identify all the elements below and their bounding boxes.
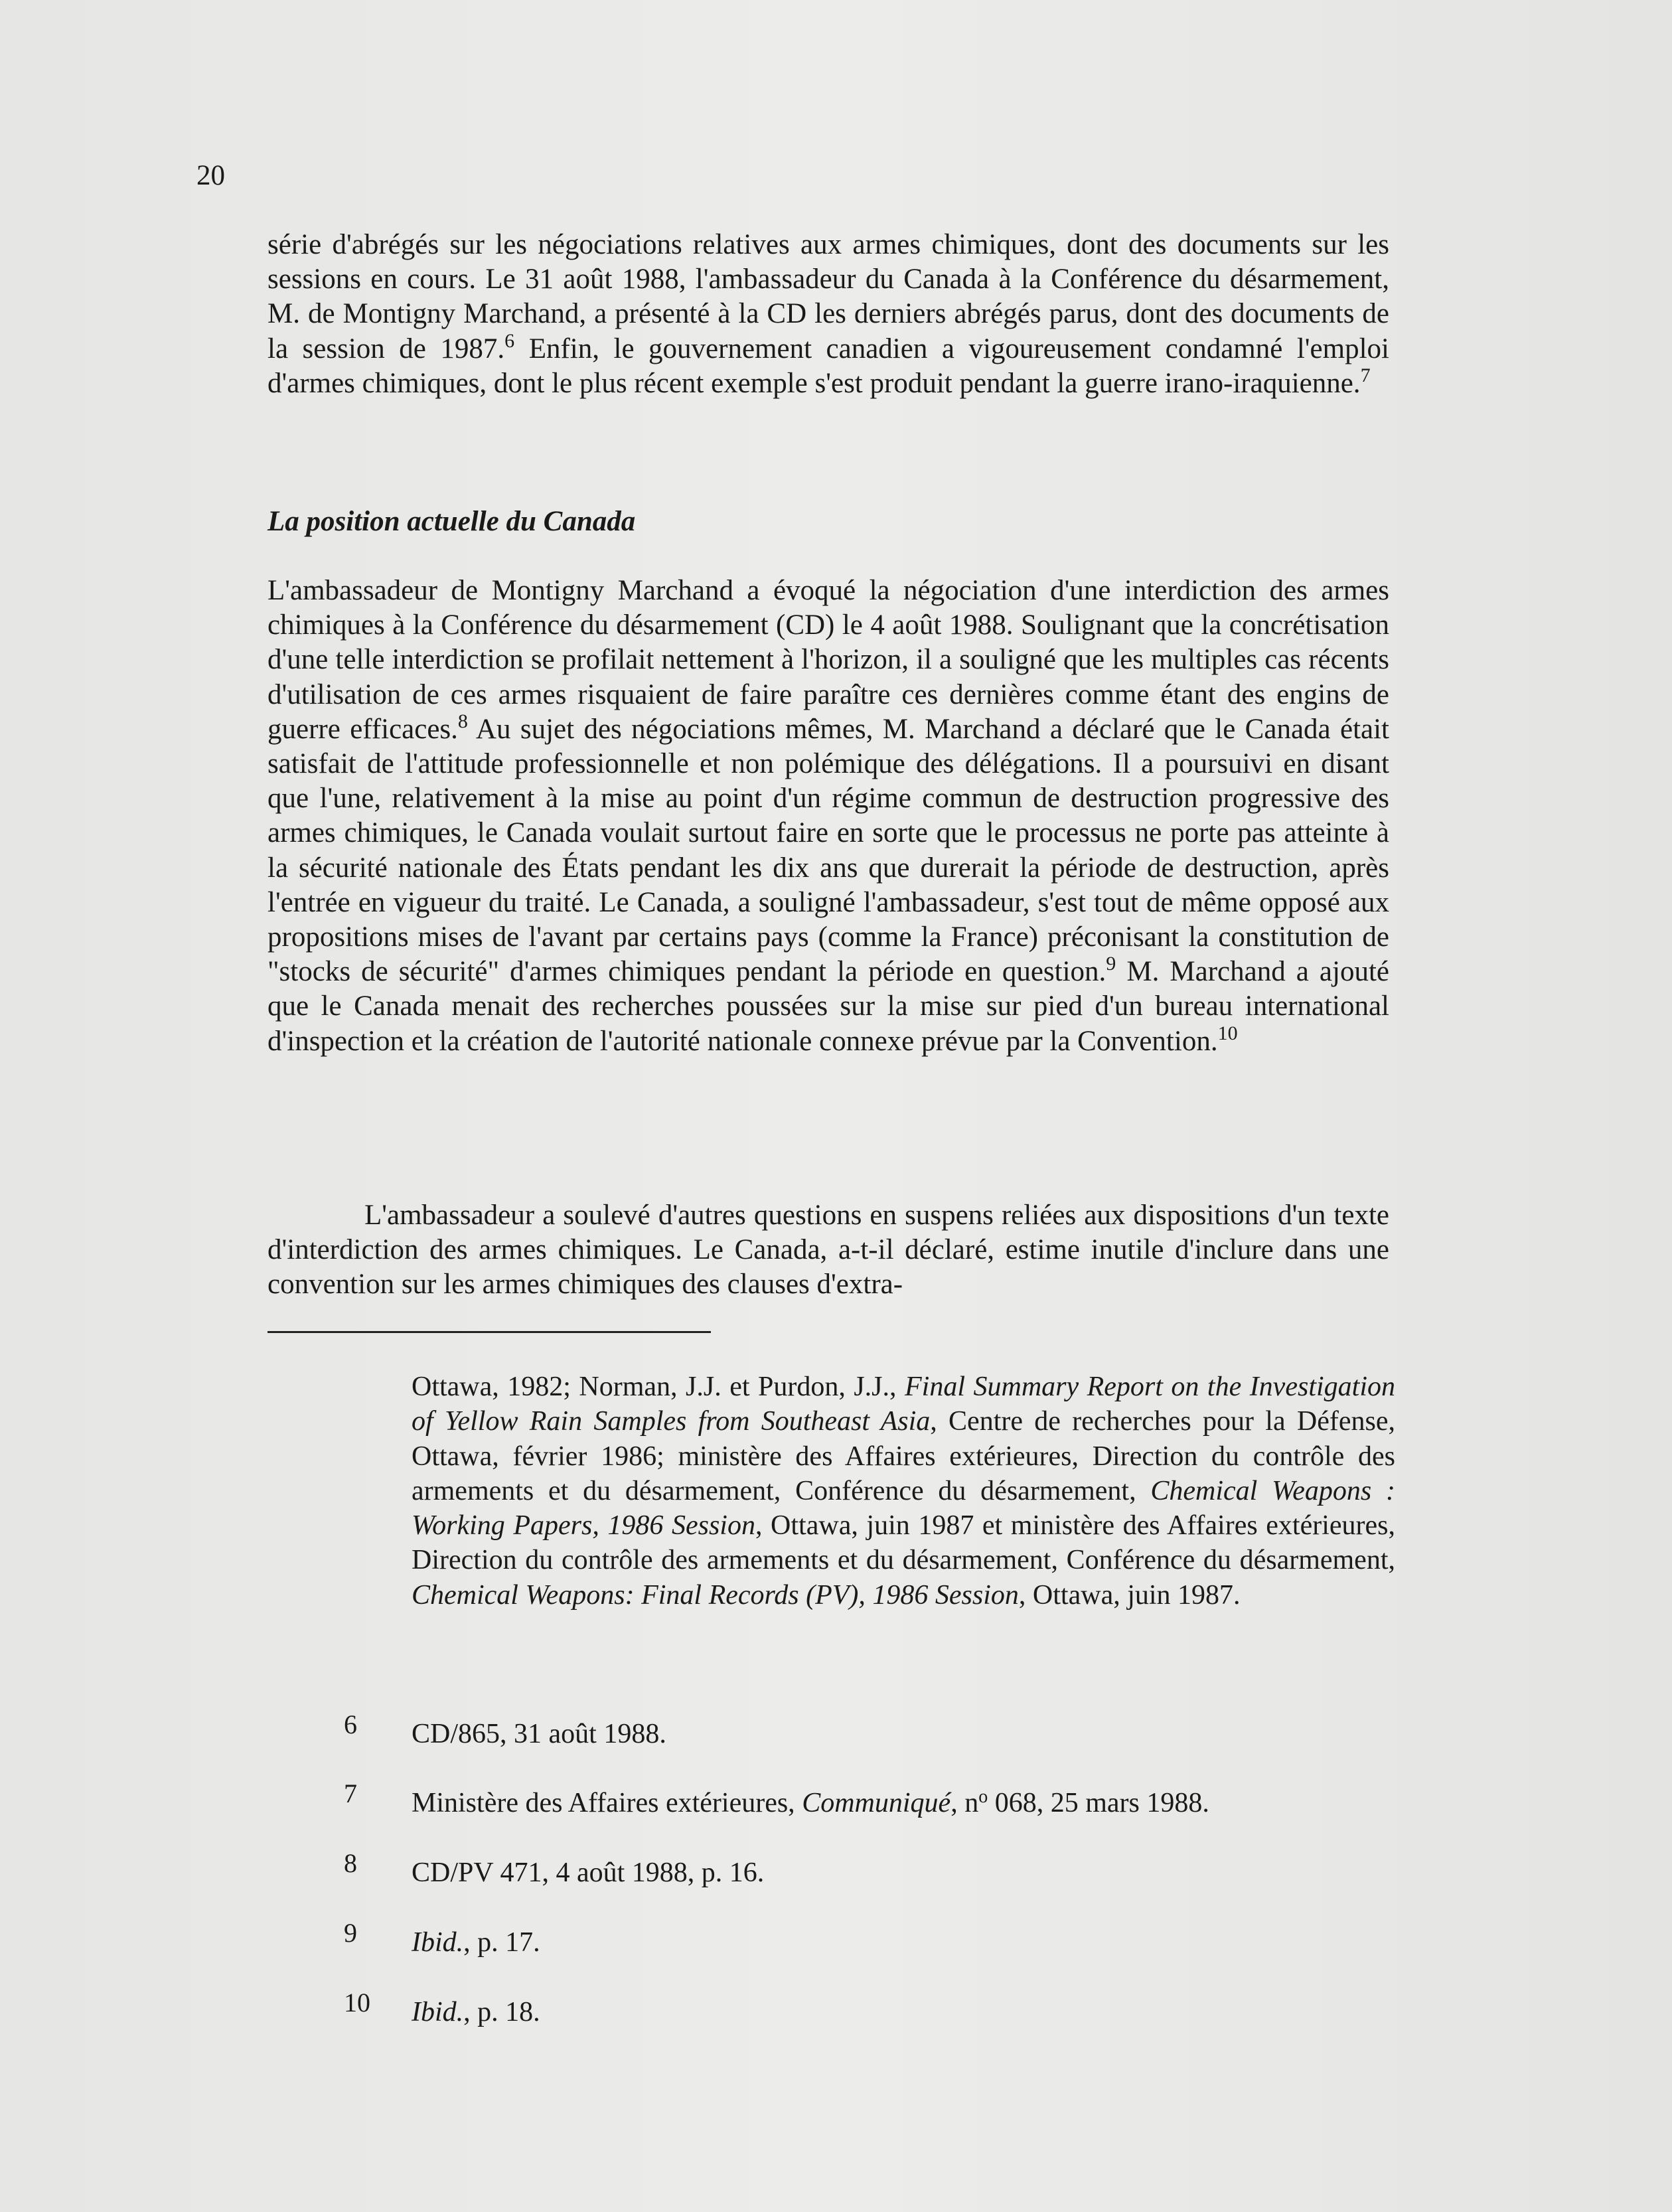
footnote-text-part: 068, 25 mars 1988. — [988, 1788, 1209, 1818]
footnote-continuation-title-2: Chemical Weapons : Working Papers, 1986 Session — [412, 1475, 1395, 1541]
paragraph-2-part-1: L'ambassadeur de Montigny Marchand a évoqué la négociation d'une interdiction des armes chimiques à la Conférence du désarmement (CD) le 4 août 1988. Soulignant que la concrétisation d'une telle interdiction se profilait nettement à l'horizon, il a souligné que les multiples cas récents d'utilisation de ces armes risquaient de faire paraître ces dernières comme étant des engins de guerre efficaces. — [267, 575, 1389, 745]
footnote-number: 8 — [344, 1848, 357, 1878]
footnote-ref-6[interactable]: 6 — [504, 329, 515, 352]
footnote-title: Ibid. — [412, 1927, 464, 1958]
footnote-continuation-title-1: Final Summary Report on the Investigation of Yellow Rain Samples from Southeast Asia — [412, 1372, 1395, 1437]
footnote-ref-10[interactable]: 10 — [1217, 1022, 1238, 1044]
footnote-text-part: , n — [950, 1788, 979, 1818]
footnote-number: 9 — [344, 1918, 357, 1948]
paragraph-3: L'ambassadeur a soulevé d'autres questions en suspens reliées aux dispositions d'un texte d'interdiction des armes chimiques. Le Canada, a-t-il déclaré, estime inutile d'inclure dans une convention sur les armes chimiques des clauses d'extra- — [267, 1200, 1389, 1301]
footnote-text: CD/PV 471, 4 août 1988, p. 16. — [412, 1857, 765, 1888]
footnote-superscript: o — [978, 1786, 988, 1807]
footnote-number: 6 — [344, 1709, 357, 1739]
footnote-separator — [267, 1331, 711, 1333]
footnote-text-part: Ministère des Affaires extérieures, — [412, 1788, 802, 1818]
footnote-text — [412, 1786, 1209, 1820]
footnote-text-part: , p. 18. — [463, 1997, 540, 2027]
footnote-ref-8[interactable]: 8 — [457, 710, 468, 732]
footnote-text — [412, 1925, 540, 1960]
footnote-continuation-title-3: Chemical Weapons: Final Records (PV), 1986 Session — [412, 1579, 1019, 1611]
section-heading: La position actuelle du Canada — [267, 506, 636, 537]
footnote-continuation-text-2: , Centre de recherches pour la Défense, Ottawa, février 1986; ministère des Affaires extérieures, Direction du contrôle des armements et du désarmement, Conférence du désarmement, — [412, 1406, 1395, 1506]
paragraph-1 — [267, 228, 1389, 401]
footnote-title: Ibid. — [412, 1997, 464, 2027]
footnote-ref-7[interactable]: 7 — [1360, 364, 1371, 386]
footnote-continuation-text-1: Ottawa, 1982; Norman, J.J. et Purdon, J.J., — [412, 1372, 905, 1402]
footnote-text-part: , p. 17. — [463, 1927, 540, 1958]
page-number: 20 — [196, 160, 225, 191]
footnote-continuation-text-4: , Ottawa, juin 1987. — [1018, 1579, 1241, 1611]
footnote-title: Communiqué — [802, 1788, 951, 1818]
paragraph-2-part-3: M. Marchand a ajouté que le Canada menait des recherches poussées sur la mise sur pied d'un bureau international d'inspection et la création de l'autorité nationale connexe prévue par la Convention. — [267, 956, 1389, 1057]
paragraph-2 — [267, 574, 1389, 1059]
paragraph-1-text-2: Enfin, le gouvernement canadien a vigoureusement condamné l'emploi d'armes chimiques, dont le plus récent exemple s'est produit pendant la guerre irano-iraquienne. — [267, 333, 1389, 399]
footnote-text — [412, 1995, 540, 2029]
footnote-number: 10 — [344, 1988, 370, 2017]
paragraph-2-part-2: Au sujet des négociations mêmes, M. Marchand a déclaré que le Canada était satisfait de l'attitude professionnelle et non polémique des délégations. Il a poursuivi en disant que l'une, relativement à la mise au point d'un régime commun de destruction progressive des armes chimiques, le Canada voulait surtout faire en sorte que le processus ne porte pas atteinte à la sécurité nationale des États pendant les dix ans que durerait la période de destruction, après l'entrée en vigueur du traité. Le Canada, a souligné l'ambassadeur, s'est tout de même opposé aux propositions mises de l'avant par certains pays (comme la France) préconisant la constitution de "stocks de sécurité" d'armes chimiques pendant la période en question. — [267, 713, 1389, 988]
footnote-number: 7 — [344, 1778, 357, 1808]
footnote-continuation — [412, 1370, 1395, 1613]
footnote-text: CD/865, 31 août 1988. — [412, 1719, 666, 1749]
footnote-ref-9[interactable]: 9 — [1106, 953, 1116, 975]
footnote-continuation-text-3: , Ottawa, juin 1987 et ministère des Affaires extérieures, Direction du contrôle des armements et du désarmement, Conférence du désarmement, — [412, 1510, 1395, 1576]
paragraph-1-text: série d'abrégés sur les négociations relatives aux armes chimiques, dont des documents sur les sessions en cours. Le 31 août 1988, l'ambassadeur du Canada à la Conférence du désarmement, M. de Montigny Marchand, a présenté à la CD les derniers abrégés parus, dont des documents de la session de 1987. — [267, 229, 1389, 364]
